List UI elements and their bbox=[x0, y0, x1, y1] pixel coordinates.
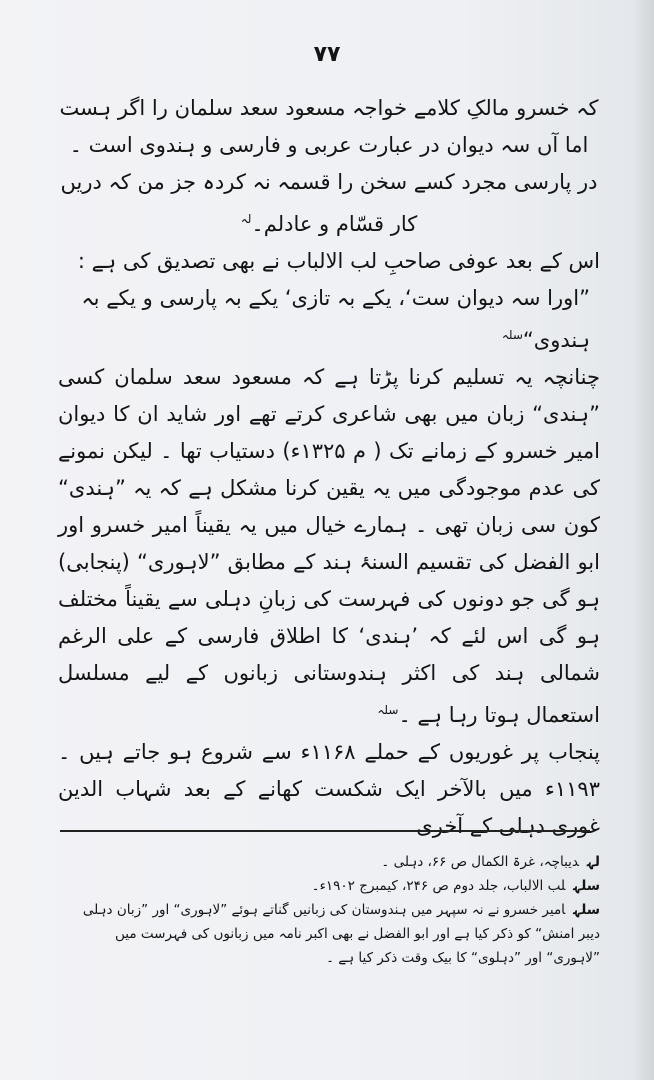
persian-quote-paragraph bbox=[58, 90, 600, 243]
paragraph bbox=[58, 734, 600, 845]
footnote-label: سلہ bbox=[573, 902, 600, 918]
page-number: ۷۷ bbox=[313, 42, 341, 67]
footnote-label: سلہ bbox=[573, 878, 600, 894]
paragraph-text: پنجاب پر غوریوں کے حملے ۱۱۶۸ء سے شروع ہو جاتے ہیں ۔ ۱۱۹۳ء میں بالآخر ایک شکست کھانے کے بعد شہاب الدین غوری دہلی کے آخری bbox=[58, 740, 600, 838]
paragraph-text: چنانچہ یہ تسلیم کرنا پڑتا ہے کہ مسعود سعد سلمان کسی ”ہندی“ زبان میں بھی شاعری کرتے تھے اور شاید ان کا دیوان امیر خسرو کے زمانے تک ( م ۱۳۲۵ء) دستیاب تھا ۔ لیکن نمونے کی عدم موجودگی میں یہ یقین کرنا مشکل ہے کہ یہ ”ہندی“ کون سی زبان تھی ۔ ہمارے خیال میں یہ یقیناً امیر خسرو اور ابو الفضل کی تقسیم السنۂ ہند کے مطابق ”لاہوری“ (پنجابی) ہو گی جو دونوں کی فہرست کی زبانِ دہلی سے یقیناً مختلف ہو گی اس لئے کہ ’ہندی‘ کا اطلاق فارسی کے علی الرغم شمالی ہند کی اکثر ہندوستانی زبانوں کے لیے مسلسل استعمال ہوتا رہا ہے ۔ bbox=[58, 365, 600, 727]
footnote-text: لب الالباب، جلد دوم ص ۲۴۶، کیمبرج ۱۹۰۲ء۔ bbox=[311, 878, 566, 894]
footnotes bbox=[60, 850, 600, 970]
footnote bbox=[60, 898, 600, 970]
footnote-divider bbox=[60, 830, 590, 832]
page-binding-shadow bbox=[632, 0, 654, 1080]
paragraph-text: اس کے بعد عوفی صاحبِ لب الالباب نے بھی تصدیق کی ہے : bbox=[77, 249, 600, 273]
footnote bbox=[60, 874, 600, 898]
footnote-text: دیباچہ، غرۃ الکمال ص ۶۶، دہلی ۔ bbox=[381, 854, 580, 870]
paragraph bbox=[58, 359, 600, 734]
paragraph-text: کہ خسرو مالکِ کلامے خواجہ مسعود سعد سلمان را اگر ہست اما آں سہ دیوان در عبارت عربی و فارسی و ہندوی است ۔ در پارسی مجرد کسے سخن را قسمہ نہ کردہ جز من کہ دریں کار قسّام و عادلم۔ bbox=[59, 96, 599, 236]
paragraph bbox=[58, 243, 600, 280]
footnote-text: امیر خسرو نے نہ سپہر میں ہندوستان کی زبانیں گناتے ہوئے ”لاہوری“ اور ”زبان دہلی دیبر امنش“ کو ذکر کیا ہے اور ابو الفضل نے بھی اکبر نامہ میں زبانوں کی فہرست میں ”لاہوری“ اور ”دہلوی“ کا بیک وقت ذکر کیا ہے ۔ bbox=[82, 902, 600, 966]
paragraph-text: ”اورا سہ دیوان ست‘، یکے بہ تازی‘ یکے بہ پارسی و یکے بہ ہندوی“ bbox=[81, 286, 590, 352]
footnote-marker: سلہ bbox=[501, 328, 523, 342]
footnote-marker: لہ bbox=[240, 212, 252, 226]
quote-paragraph bbox=[58, 280, 600, 359]
footnote-marker: سلہ bbox=[377, 703, 399, 717]
footnote-label: لہ bbox=[587, 854, 600, 870]
footnote bbox=[60, 850, 600, 874]
body-text bbox=[58, 90, 600, 845]
